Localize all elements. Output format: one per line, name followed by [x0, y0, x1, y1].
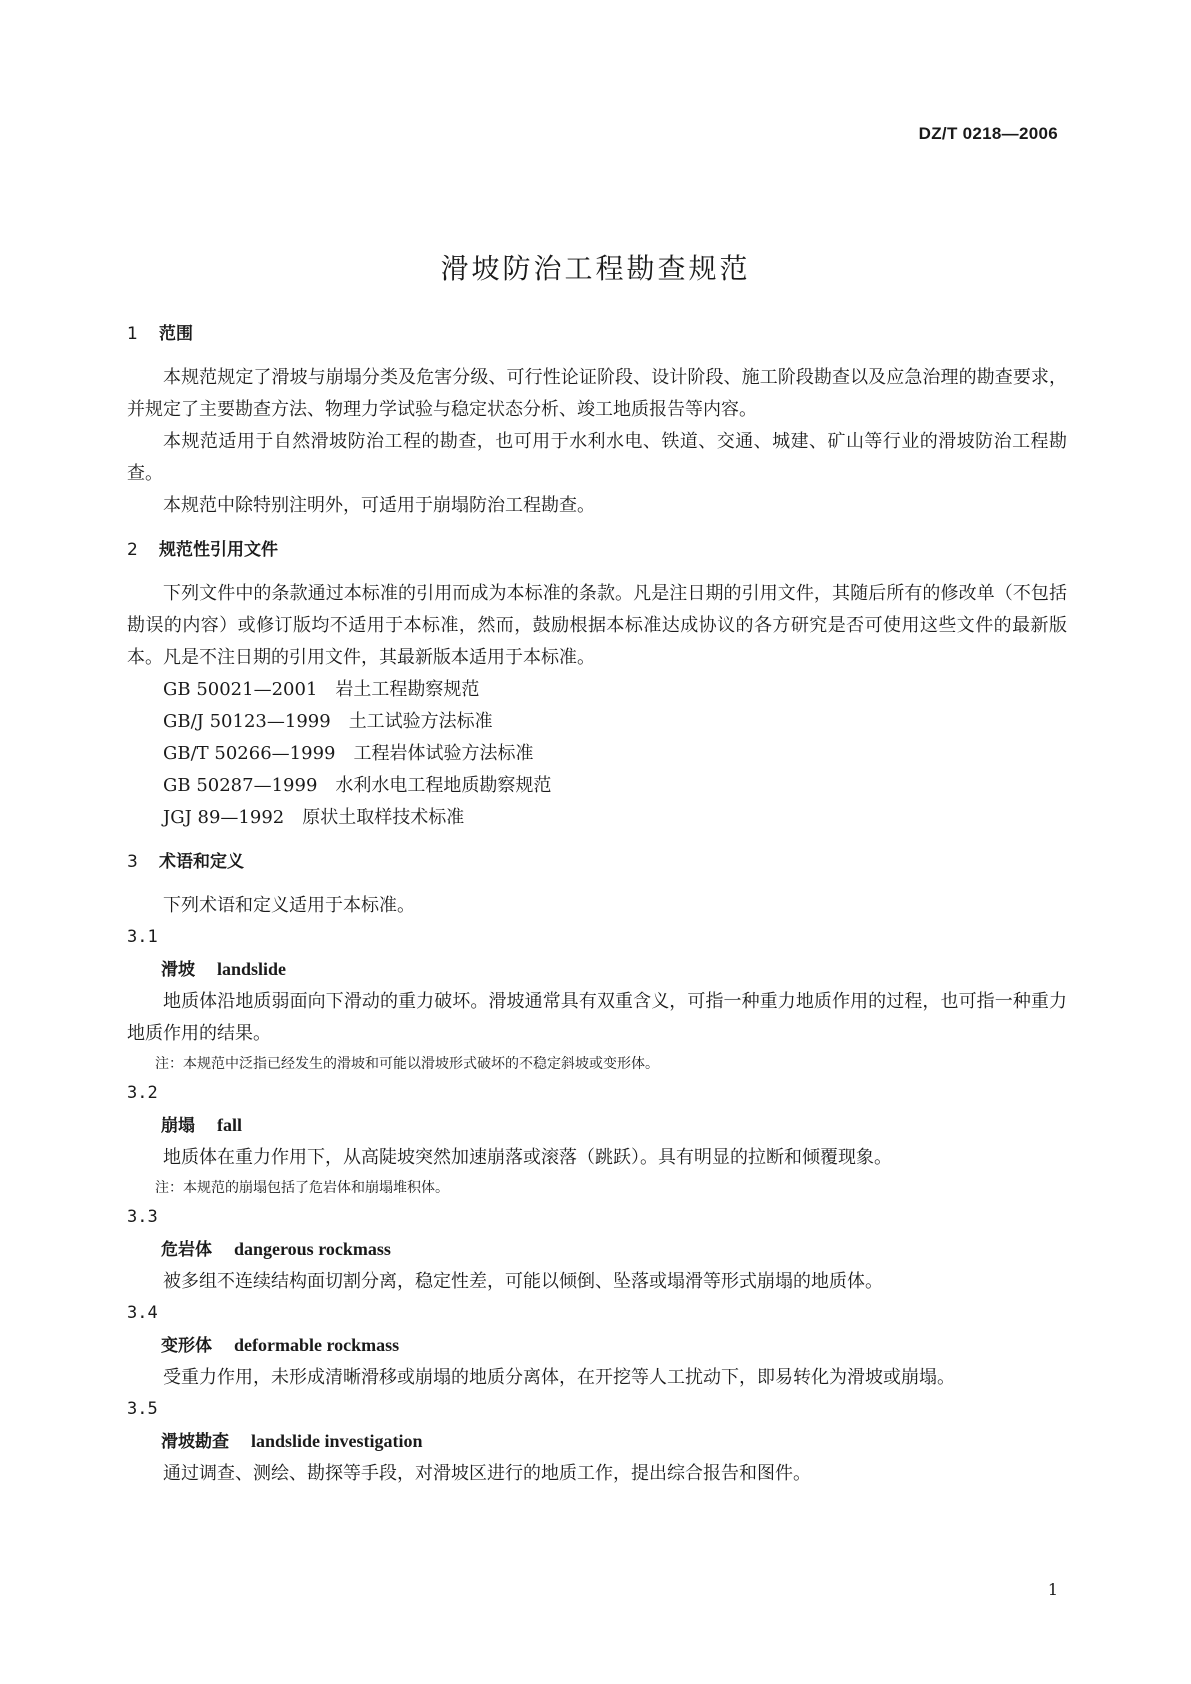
- section-number: 1: [127, 324, 138, 344]
- term-title: [127, 1328, 1067, 1362]
- paragraph: 下列术语和定义适用于本标准。: [163, 895, 415, 916]
- term-number: 3.4: [127, 1303, 158, 1323]
- term-definition: 受重力作用，未形成清晰滑移或崩塌的地质分离体，在开挖等人工扰动下，即易转化为滑坡或崩塌。: [163, 1367, 955, 1388]
- section-heading-normative-references: [127, 534, 1067, 566]
- reference-name: 岩土工程勘察规范: [335, 679, 480, 700]
- term-en: deformable rockmass: [234, 1335, 400, 1355]
- term-definition: 地质体沿地质弱面向下滑动的重力破坏。滑坡通常具有双重含义，可指一种重力地质作用的过程，也可指一种重力地质作用的结果。: [127, 991, 1067, 1044]
- term-zh: 滑坡: [161, 960, 195, 980]
- term-en: landslide: [217, 959, 287, 979]
- term-number: 3.2: [127, 1083, 158, 1103]
- term-zh: 崩塌: [161, 1116, 195, 1136]
- section-title: 规范性引用文件: [159, 540, 278, 560]
- term-en: fall: [217, 1115, 242, 1135]
- paragraph: 本规范适用于自然滑坡防治工程的勘查，也可用于水利水电、铁道、交通、城建、矿山等行业的滑坡防治工程勘查。: [127, 431, 1067, 484]
- term-en: dangerous rockmass: [234, 1239, 391, 1259]
- section-number: 2: [127, 540, 138, 560]
- term-number: 3.1: [127, 927, 158, 947]
- term-title: [127, 952, 1067, 986]
- reference-code: GB/T 50266—1999: [163, 743, 336, 764]
- section-heading-scope: [127, 318, 1067, 350]
- document-body: [127, 318, 1067, 1490]
- term-note: 注：本规范中泛指已经发生的滑坡和可能以滑坡形式破坏的不稳定斜坡或变形体。: [155, 1056, 659, 1072]
- standard-code: DZ/T 0218—2006: [918, 124, 1058, 143]
- reference-item: [127, 706, 1067, 738]
- term-zh: 变形体: [161, 1336, 212, 1356]
- section-title: 范围: [159, 324, 193, 344]
- term-note: 注：本规范的崩塌包括了危岩体和崩塌堆积体。: [155, 1180, 449, 1196]
- reference-item: [127, 770, 1067, 802]
- term-number: 3.5: [127, 1399, 158, 1419]
- term-title: [127, 1424, 1067, 1458]
- reference-item: [127, 738, 1067, 770]
- section-heading-terms: [127, 846, 1067, 878]
- reference-name: 水利水电工程地质勘察规范: [335, 775, 552, 796]
- reference-code: JGJ 89—1992: [163, 807, 285, 828]
- reference-item: [127, 674, 1067, 706]
- term-title: [127, 1232, 1067, 1266]
- reference-code: GB 50287—1999: [163, 775, 318, 796]
- reference-name: 原状土取样技术标准: [302, 807, 465, 828]
- paragraph: 本规范中除特别注明外，可适用于崩塌防治工程勘查。: [163, 495, 595, 516]
- term-title: [127, 1108, 1067, 1142]
- term-definition: 通过调查、测绘、勘探等手段，对滑坡区进行的地质工作，提出综合报告和图件。: [163, 1463, 811, 1484]
- paragraph: 本规范规定了滑坡与崩塌分类及危害分级、可行性论证阶段、设计阶段、施工阶段勘查以及应急治理的勘查要求，并规定了主要勘查方法、物理力学试验与稳定状态分析、竣工地质报告等内容。: [127, 367, 1067, 420]
- term-zh: 滑坡勘查: [161, 1432, 229, 1452]
- term-number: 3.3: [127, 1207, 158, 1227]
- reference-name: 工程岩体试验方法标准: [353, 743, 534, 764]
- term-zh: 危岩体: [161, 1240, 212, 1260]
- reference-item: [127, 802, 1067, 834]
- reference-name: 土工试验方法标准: [348, 711, 493, 732]
- section-number: 3: [127, 852, 138, 872]
- document-title: 滑坡防治工程勘查规范: [440, 251, 751, 285]
- term-definition: 地质体在重力作用下，从高陡坡突然加速崩落或滚落（跳跃）。具有明显的拉断和倾覆现象。: [163, 1147, 892, 1168]
- reference-code: GB/J 50123—1999: [163, 711, 331, 732]
- reference-code: GB 50021—2001: [163, 679, 318, 700]
- term-definition: 被多组不连续结构面切割分离，稳定性差，可能以倾倒、坠落或塌滑等形式崩塌的地质体。: [163, 1271, 883, 1292]
- page-number: 1: [1047, 1580, 1058, 1599]
- section-title: 术语和定义: [159, 852, 244, 872]
- paragraph: 下列文件中的条款通过本标准的引用而成为本标准的条款。凡是注日期的引用文件，其随后所有的修改单（不包括勘误的内容）或修订版均不适用于本标准，然而，鼓励根据本标准达成协议的各方研究是否可使用这些文件的最新版本。凡是不注日期的引用文件，其最新版本适用于本标准。: [127, 583, 1067, 668]
- term-en: landslide investigation: [251, 1431, 423, 1451]
